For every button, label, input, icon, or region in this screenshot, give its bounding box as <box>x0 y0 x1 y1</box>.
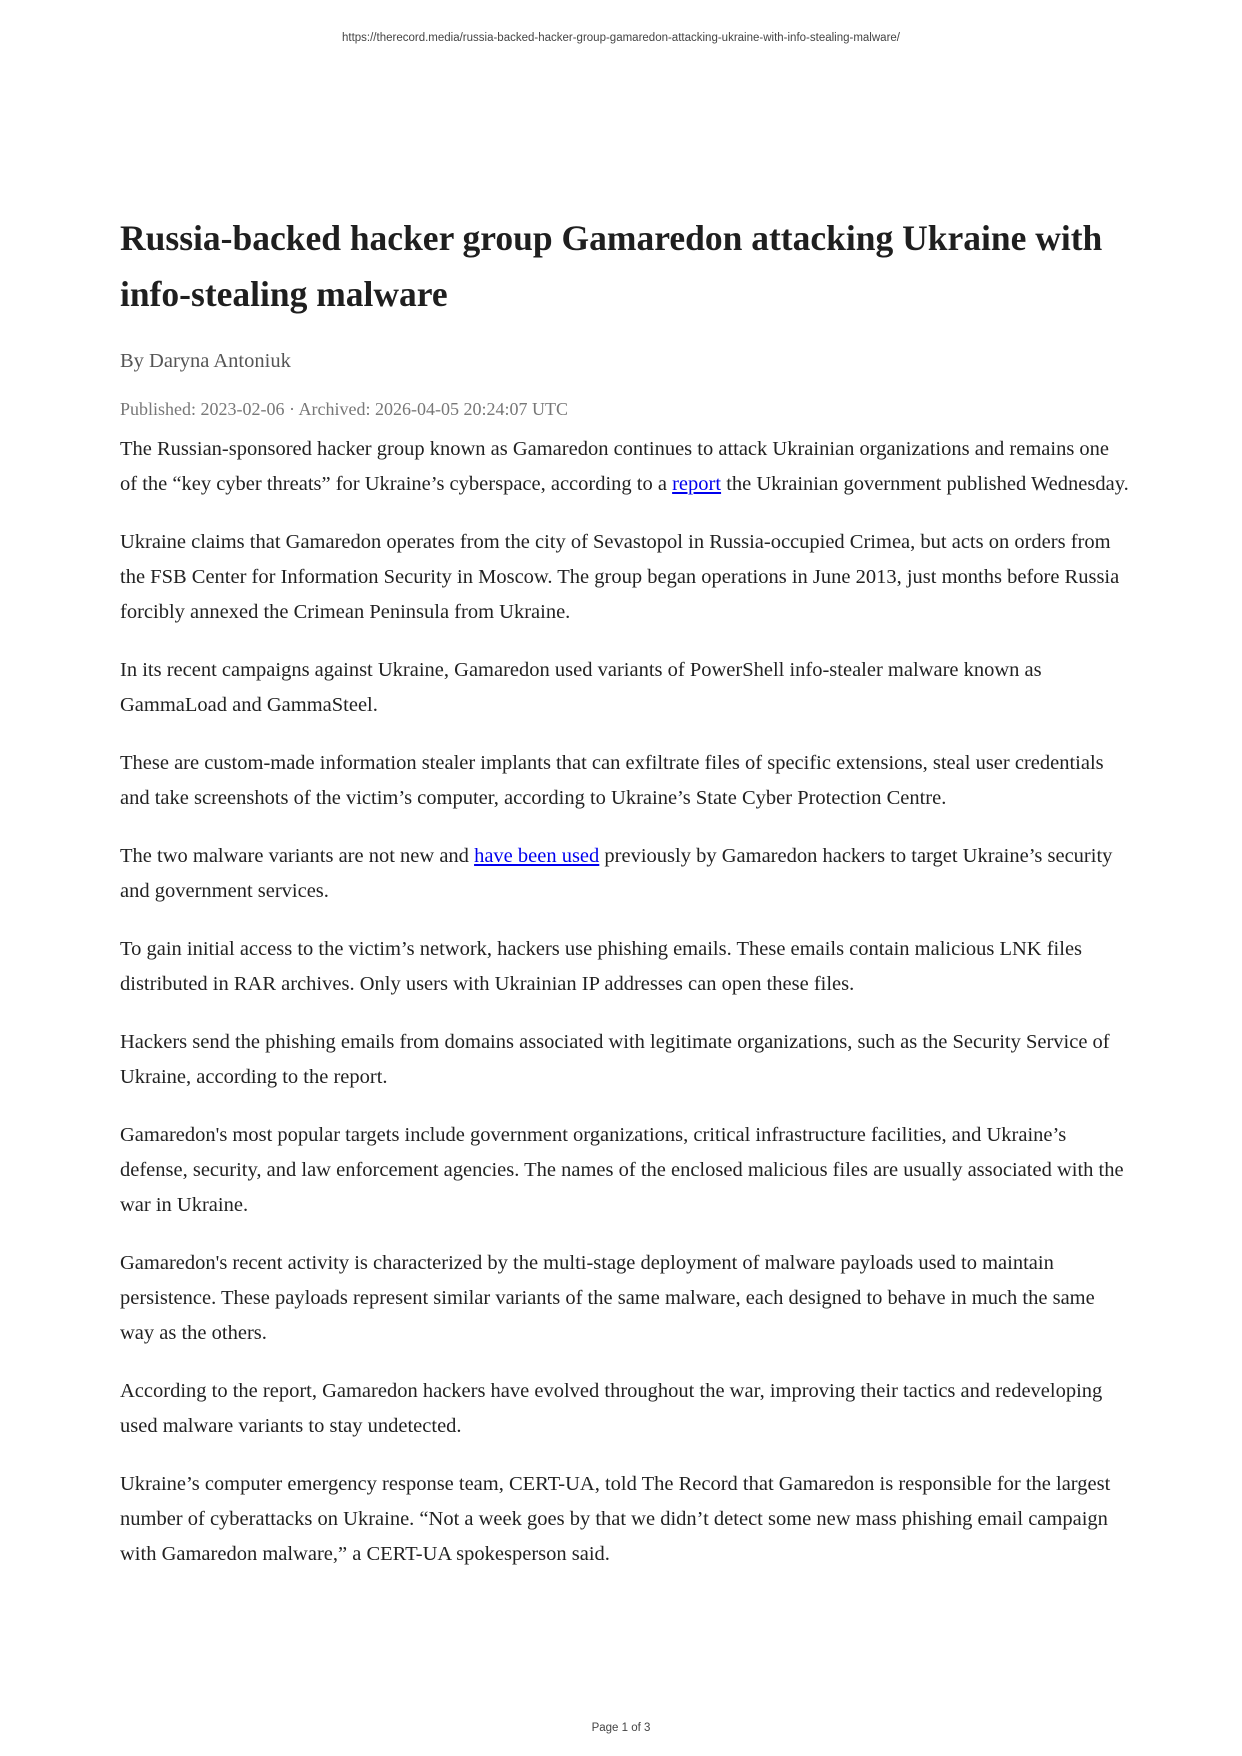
article-byline: By Daryna Antoniuk <box>120 350 291 372</box>
paragraph-8: Gamaredon's most popular targets include government organizations, critical infrastructure facilities, and Ukraine’s defense, security, and law enforcement agencies. The names of the enclosed malicious files are usually associated with the war in Ukraine. <box>120 1124 1124 1216</box>
paragraph-5-text-start: The two malware variants are not new and <box>120 845 475 867</box>
paragraph-11: Ukraine’s computer emergency response team, CERT-UA, told The Record that Gamaredon is responsible for the largest number of cyberattacks on Ukraine. “Not a week goes by that we didn’t detect some new mass phishing email campaign with Gamaredon malware,” a CERT-UA spokesperson said. <box>120 1473 1111 1565</box>
paragraph-1 <box>120 432 1130 502</box>
paragraph-10: According to the report, Gamaredon hackers have evolved throughout the war, improving their tactics and redeveloping used malware variants to stay undetected. <box>120 1380 1103 1437</box>
paragraph-7: Hackers send the phishing emails from domains associated with legitimate organizations, such as the Security Service of Ukraine, according to the report. <box>120 1031 1110 1088</box>
page-url-header: https://therecord.media/russia-backed-hacker-group-gamaredon-attacking-ukraine-with-info-stealing-malware/ <box>341 32 900 44</box>
page-number-footer: Page 1 of 3 <box>591 1722 651 1734</box>
paragraph-4: These are custom-made information stealer implants that can exfiltrate files of specific extensions, steal user credentials and take screenshots of the victim’s computer, according to Ukraine’s State Cyber Protection Centre. <box>120 752 1104 809</box>
paragraph-2: Ukraine claims that Gamaredon operates from the city of Sevastopol in Russia-occupied Crimea, but acts on orders from the FSB Center for Information Security in Moscow. The group began operations in June 2013, just months before Russia forcibly annexed the Crimean Peninsula from Ukraine. <box>120 531 1120 623</box>
paragraph-1-text-end: the Ukrainian government published Wednesday. <box>721 473 1129 495</box>
article-body <box>120 432 1130 1572</box>
paragraph-5 <box>120 839 1130 909</box>
paragraph-9: Gamaredon's recent activity is characterized by the multi-stage deployment of malware payloads used to maintain persistence. These payloads represent similar variants of the same malware, each designed to behave in much the same way as the others. <box>120 1252 1095 1344</box>
paragraph-3: In its recent campaigns against Ukraine, Gamaredon used variants of PowerShell info-stealer malware known as GammaLoad and GammaSteel. <box>120 659 1042 716</box>
article-meta: Published: 2023-02-06 · Archived: 2026-04-05 20:24:07 UTC <box>120 399 568 419</box>
paragraph-5-text-end: previously by Gamaredon hackers to target Ukraine’s security and government services. <box>120 845 1113 902</box>
have-been-used-link[interactable]: have been used <box>474 845 600 867</box>
article <box>120 210 1130 1595</box>
report-link[interactable]: report <box>672 473 722 495</box>
paragraph-6: To gain initial access to the victim’s network, hackers use phishing emails. These emails contain malicious LNK files distributed in RAR archives. Only users with Ukrainian IP addresses can open these files. <box>120 938 1083 995</box>
article-title: Russia-backed hacker group Gamaredon attacking Ukraine with info-stealing malware <box>120 218 1103 314</box>
paragraph-1-text-start: The Russian-sponsored hacker group known as Gamaredon continues to attack Ukrainian organizations and remains one of the “key cyber threats” for Ukraine’s cyberspace, according to a <box>120 438 1110 495</box>
